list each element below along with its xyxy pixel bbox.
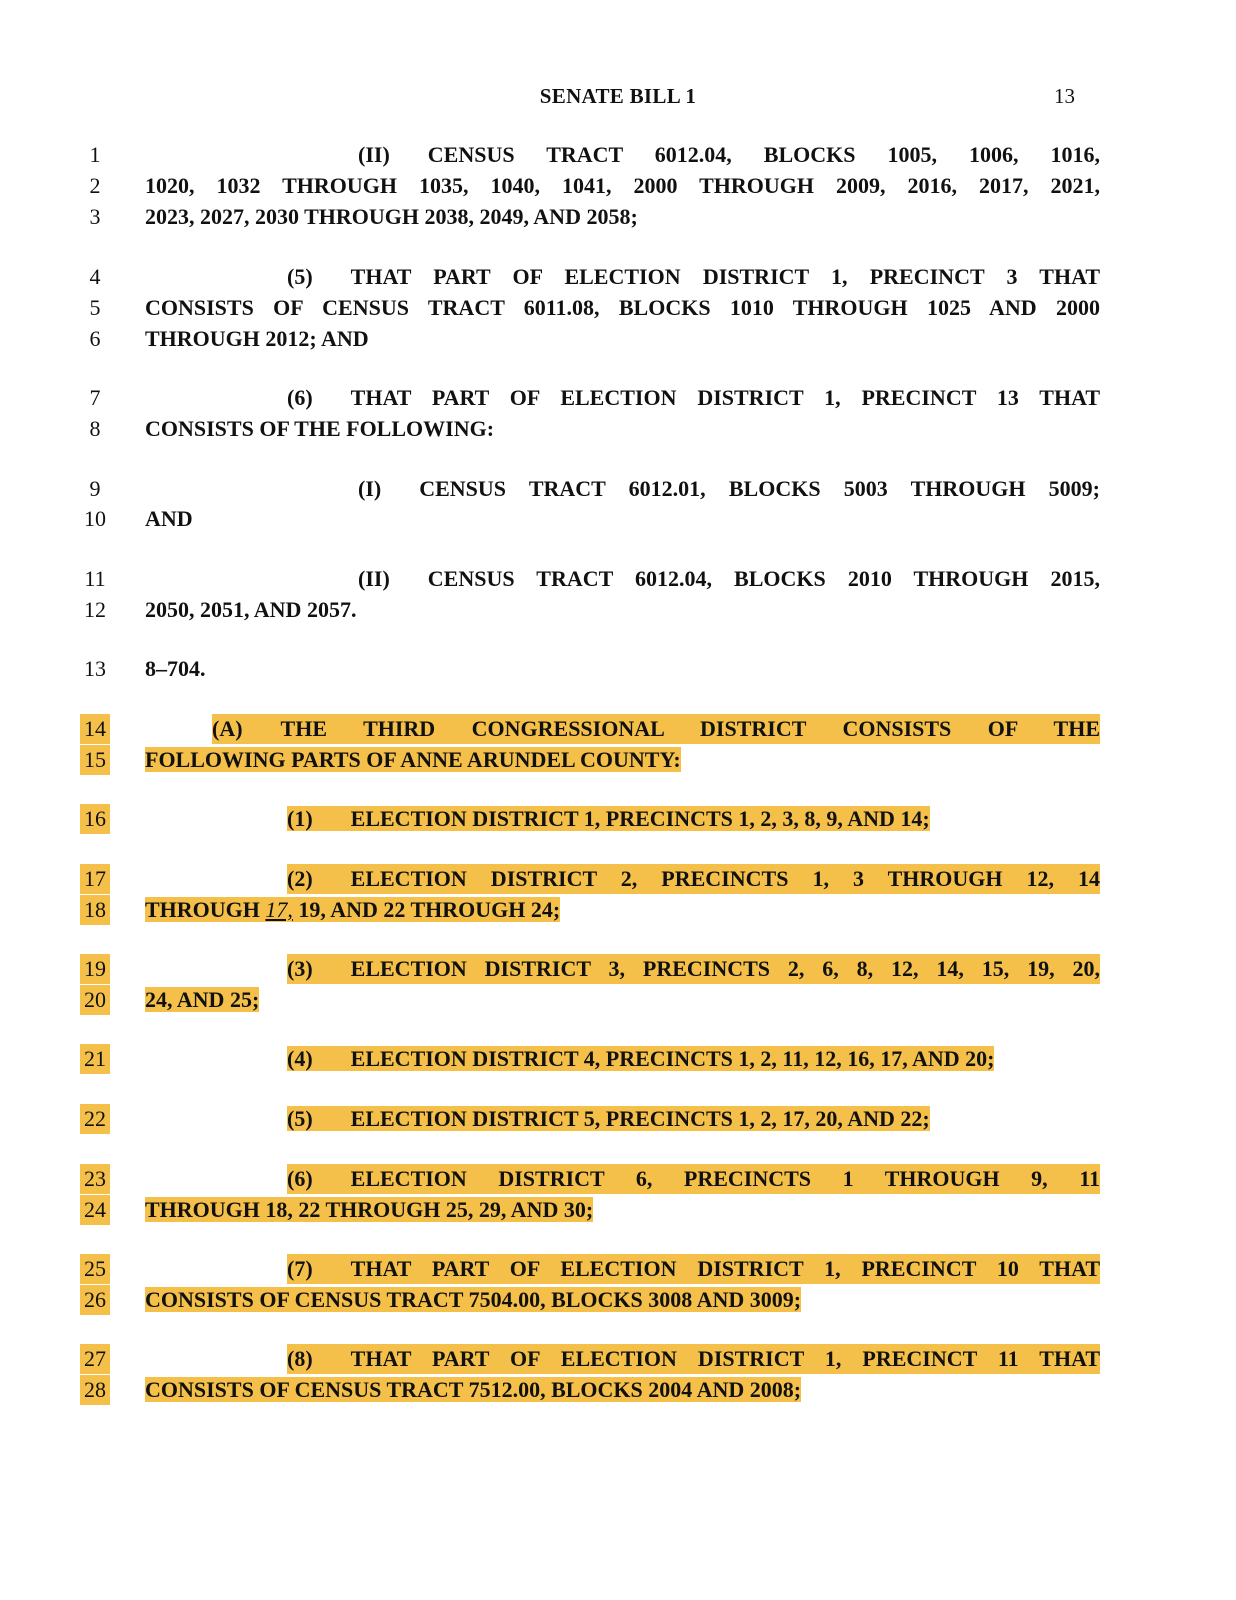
text-line: CONSISTS OF CENSUS TRACT 6011.08, BLOCKS 1010 THROUGH 1025 AND 2000 — [145, 295, 1100, 320]
text-line — [287, 1104, 1100, 1134]
text-line — [287, 262, 1100, 292]
text-line — [145, 1285, 1100, 1315]
text-line — [287, 1164, 1100, 1194]
item-label: (I) — [358, 476, 382, 501]
text-line — [287, 383, 1100, 413]
text-line — [145, 1195, 1100, 1225]
line-text: THAT PART OF ELECTION DISTRICT 1, PRECINCT 10 THAT — [350, 1256, 1100, 1281]
item-label: (4) — [287, 1046, 313, 1071]
line-number: 15 — [80, 745, 110, 775]
line-number: 9 — [89, 476, 101, 501]
line-number: 8 — [89, 416, 101, 441]
line-number: 20 — [80, 985, 110, 1015]
text-line — [358, 474, 1100, 504]
line-number: 5 — [89, 295, 101, 320]
text-line — [287, 954, 1100, 984]
line-number: 28 — [80, 1375, 110, 1405]
inserted-text: 17, — [265, 897, 293, 922]
text-line — [145, 985, 1100, 1015]
page-title: SENATE BILL 1 — [539, 84, 697, 108]
line-text: 19, AND 22 THROUGH 24; — [298, 897, 561, 922]
item-label: (II) — [358, 566, 390, 591]
section-number: 8–704. — [145, 656, 206, 681]
line-number: 2 — [89, 173, 101, 198]
line-number: 17 — [80, 864, 110, 894]
line-text: THROUGH 18, 22 THROUGH 25, 29, AND 30; — [145, 1197, 594, 1222]
line-text: ELECTION DISTRICT 3, PRECINCTS 2, 6, 8, 12, 14, 15, 19, 20, — [350, 956, 1100, 981]
line-text: CENSUS TRACT 6012.01, BLOCKS 5003 THROUGH 5009; — [419, 476, 1100, 501]
line-number: 22 — [80, 1104, 110, 1134]
item-label: (7) — [287, 1256, 313, 1281]
line-text: 24, AND 25; — [145, 987, 260, 1012]
text-line: CONSISTS OF THE FOLLOWING: — [145, 416, 495, 441]
item-label: (6) — [287, 385, 313, 410]
item-label: (5) — [287, 1106, 313, 1131]
line-text: FOLLOWING PARTS OF ANNE ARUNDEL COUNTY: — [145, 747, 681, 772]
text-line — [358, 564, 1100, 594]
item-label: (3) — [287, 956, 313, 981]
text-line: 1020, 1032 THROUGH 1035, 1040, 1041, 2000 THROUGH 2009, 2016, 2017, 2021, — [145, 173, 1100, 198]
text-line — [212, 714, 1100, 744]
line-number: 26 — [80, 1285, 110, 1315]
text-line — [287, 864, 1100, 894]
text-line — [287, 1344, 1100, 1374]
line-number: 27 — [80, 1344, 110, 1374]
text-line: AND — [145, 506, 193, 531]
text-line — [287, 1254, 1100, 1284]
item-label: (2) — [287, 866, 313, 891]
item-label: (5) — [287, 264, 313, 289]
line-text: THE THIRD CONGRESSIONAL DISTRICT CONSISTS OF THE — [280, 716, 1100, 741]
line-text: THAT PART OF ELECTION DISTRICT 1, PRECINCT 11 THAT — [350, 1346, 1100, 1371]
line-number: 7 — [89, 385, 101, 410]
line-number: 24 — [80, 1195, 110, 1225]
line-number: 10 — [84, 506, 106, 531]
line-text: THAT PART OF ELECTION DISTRICT 1, PRECINCT 13 THAT — [350, 385, 1100, 410]
text-line — [287, 804, 1100, 834]
text-line — [145, 895, 1100, 925]
line-number: 18 — [80, 895, 110, 925]
line-text: ELECTION DISTRICT 4, PRECINCTS 1, 2, 11, 12, 16, 17, AND 20; — [350, 1046, 995, 1071]
line-number: 14 — [80, 714, 110, 744]
line-text: CENSUS TRACT 6012.04, BLOCKS 1005, 1006, 1016, — [427, 142, 1100, 167]
line-text: CONSISTS OF CENSUS TRACT 7512.00, BLOCKS 2004 AND 2008; — [145, 1377, 802, 1402]
line-number: 12 — [84, 597, 106, 622]
line-text: ELECTION DISTRICT 1, PRECINCTS 1, 2, 3, 8, 9, AND 14; — [350, 806, 930, 831]
line-number: 6 — [89, 326, 101, 351]
line-text: ELECTION DISTRICT 2, PRECINCTS 1, 3 THROUGH 12, 14 — [350, 866, 1100, 891]
line-number: 21 — [80, 1044, 110, 1074]
line-number: 3 — [89, 204, 101, 229]
page-number: 13 — [1054, 84, 1075, 108]
line-number: 11 — [84, 566, 106, 591]
text-line — [358, 140, 1100, 170]
line-text: THROUGH — [145, 897, 260, 922]
text-line — [287, 1044, 1100, 1074]
line-number: 1 — [89, 142, 101, 167]
item-label: (6) — [287, 1166, 313, 1191]
text-line: 2050, 2051, AND 2057. — [145, 597, 357, 622]
text-line: 2023, 2027, 2030 THROUGH 2038, 2049, AND 2058; — [145, 204, 638, 229]
line-number: 4 — [89, 264, 101, 289]
item-label: (II) — [358, 142, 390, 167]
text-line: THROUGH 2012; AND — [145, 326, 369, 351]
text-line — [145, 745, 1100, 775]
item-label: (8) — [287, 1346, 313, 1371]
text-line — [145, 1375, 1100, 1405]
line-text: CONSISTS OF CENSUS TRACT 7504.00, BLOCKS 3008 AND 3009; — [145, 1287, 802, 1312]
line-number: 13 — [84, 656, 106, 681]
line-text: THAT PART OF ELECTION DISTRICT 1, PRECINCT 3 THAT — [350, 264, 1100, 289]
line-number: 19 — [80, 954, 110, 984]
line-number: 16 — [80, 804, 110, 834]
line-text: ELECTION DISTRICT 6, PRECINCTS 1 THROUGH 9, 11 — [350, 1166, 1100, 1191]
line-text: ELECTION DISTRICT 5, PRECINCTS 1, 2, 17, 20, AND 22; — [350, 1106, 930, 1131]
item-label: (1) — [287, 806, 313, 831]
item-label: (A) — [212, 716, 243, 741]
line-number: 23 — [80, 1164, 110, 1194]
line-text: CENSUS TRACT 6012.04, BLOCKS 2010 THROUGH 2015, — [427, 566, 1100, 591]
line-number: 25 — [80, 1254, 110, 1284]
